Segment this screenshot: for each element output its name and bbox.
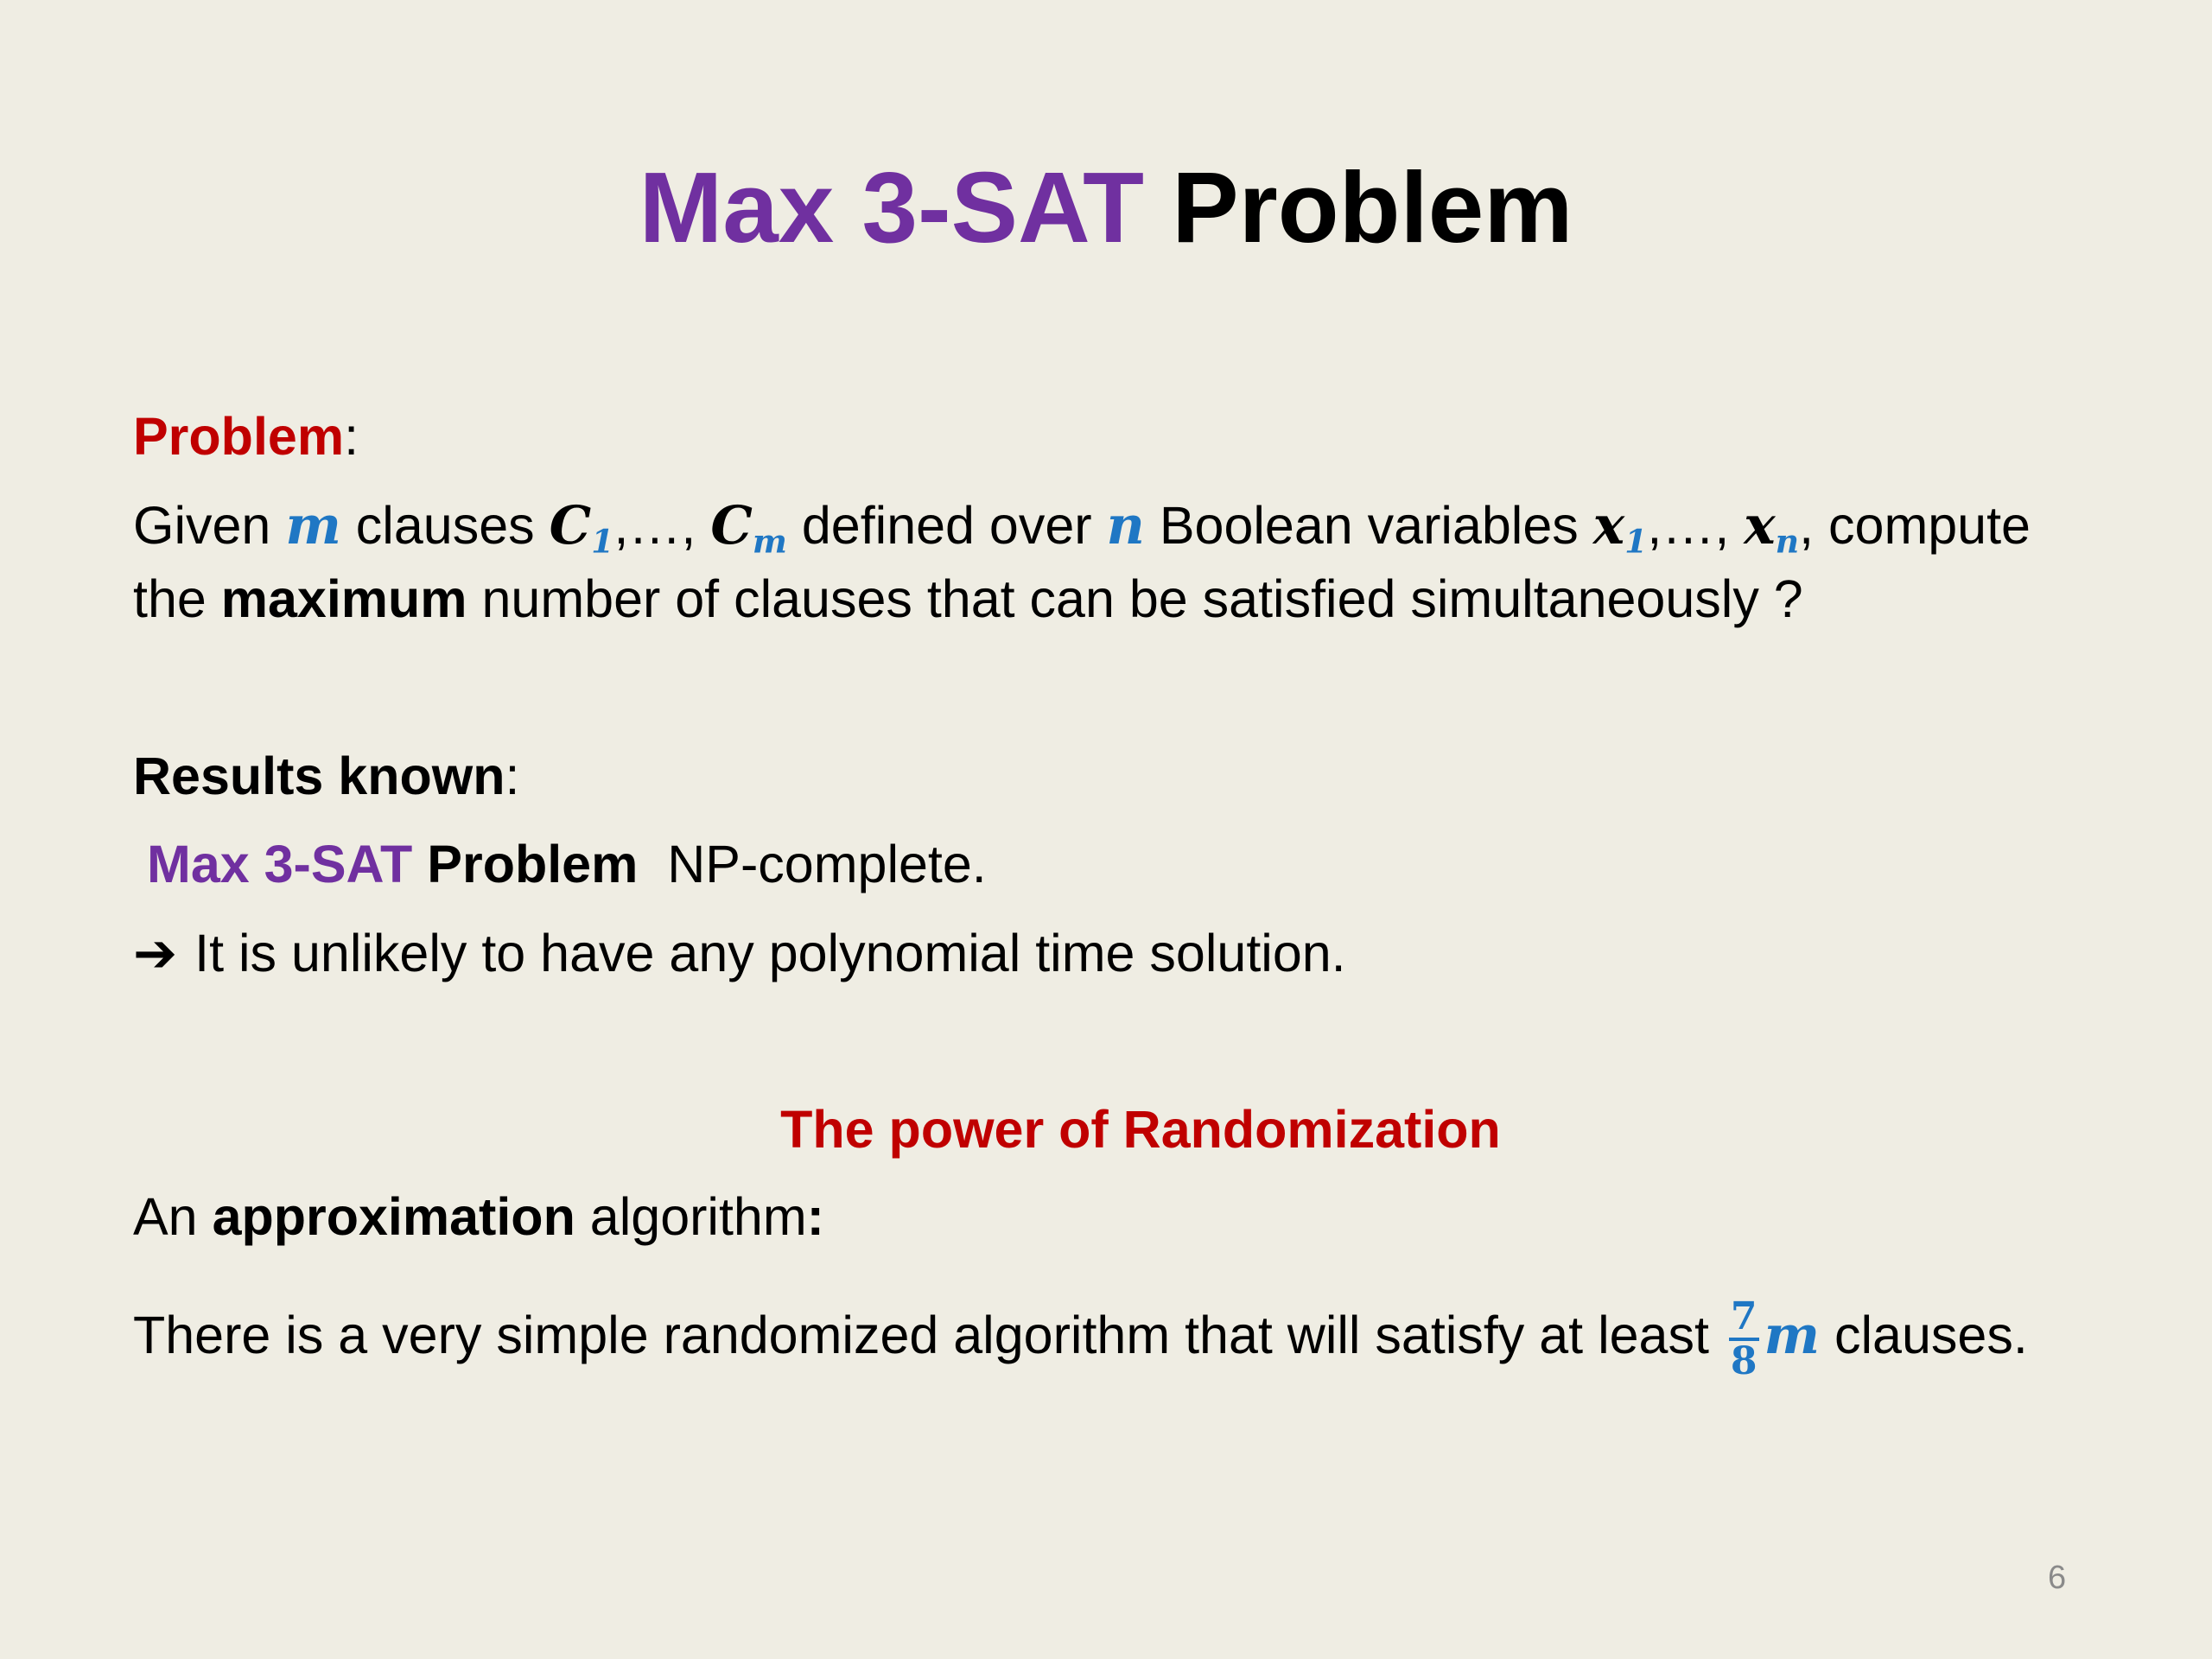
np-complete-text: NP-complete. bbox=[638, 835, 987, 893]
text: the bbox=[133, 569, 221, 628]
text: ,…, bbox=[613, 496, 711, 555]
page-number: 6 bbox=[2048, 1560, 2067, 1596]
subscript: 1 bbox=[1624, 521, 1648, 561]
approx-colon: : bbox=[806, 1187, 824, 1246]
max3sat-text: Max 3-SAT bbox=[147, 835, 413, 893]
text: ,…, bbox=[1647, 496, 1745, 555]
results-line-1 bbox=[147, 830, 987, 899]
var-xn bbox=[1744, 495, 1800, 561]
results-label: Results known bbox=[133, 747, 505, 805]
problem-text: Problem bbox=[412, 835, 639, 893]
var-cm bbox=[710, 495, 787, 561]
text: defined over bbox=[786, 496, 1107, 555]
bold-approximation: approximation bbox=[212, 1187, 575, 1246]
subscript: m bbox=[752, 521, 787, 561]
var-x1 bbox=[1592, 495, 1648, 561]
approx-line bbox=[133, 1182, 824, 1251]
power-heading: The power of Randomization bbox=[780, 1100, 1501, 1159]
results-line-2 bbox=[133, 918, 1346, 988]
numerator: 7 bbox=[1729, 1296, 1759, 1341]
var-x: x bbox=[1744, 495, 1776, 556]
text: , compute bbox=[1799, 496, 2031, 555]
var-c: C bbox=[710, 495, 753, 556]
var-m: m bbox=[285, 495, 341, 556]
text: An bbox=[133, 1187, 213, 1246]
slide-title bbox=[0, 147, 2212, 268]
problem-line-1 bbox=[133, 491, 2031, 561]
text: Given bbox=[133, 496, 286, 555]
subscript: 1 bbox=[591, 521, 614, 561]
denominator: 8 bbox=[1730, 1339, 1758, 1383]
subscript: n bbox=[1775, 521, 1800, 561]
var-n: n bbox=[1106, 495, 1145, 556]
bold-maximum: maximum bbox=[220, 569, 467, 628]
problem-line-2 bbox=[133, 564, 1803, 633]
right-arrow-icon: ➔ bbox=[133, 924, 178, 982]
text: algorithm bbox=[575, 1187, 807, 1246]
simple-text: There is a very simple randomized algorithm that will satisfy at least bbox=[133, 1306, 1724, 1365]
text: clauses. bbox=[1820, 1306, 2028, 1365]
var-x: x bbox=[1592, 495, 1625, 556]
problem-label: Problem bbox=[133, 407, 345, 466]
var-c: C bbox=[549, 495, 592, 556]
unlikely-text: It is unlikely to have any polynomial time solution. bbox=[194, 924, 1346, 982]
simple-line bbox=[133, 1296, 2028, 1382]
text: clauses bbox=[340, 496, 550, 555]
fraction-seven-eighths bbox=[1729, 1296, 1759, 1382]
problem-colon: : bbox=[344, 407, 359, 466]
results-heading bbox=[133, 741, 519, 810]
var-c1 bbox=[549, 495, 614, 561]
title-max3sat: Max 3-SAT bbox=[639, 151, 1145, 264]
title-problem: Problem bbox=[1172, 151, 1573, 264]
results-colon: : bbox=[505, 747, 520, 805]
text: number of clauses that can be satisfied simultaneously ? bbox=[467, 569, 1803, 628]
problem-heading bbox=[133, 402, 359, 471]
var-m: m bbox=[1764, 1305, 1821, 1367]
text: Boolean variables bbox=[1144, 496, 1593, 555]
